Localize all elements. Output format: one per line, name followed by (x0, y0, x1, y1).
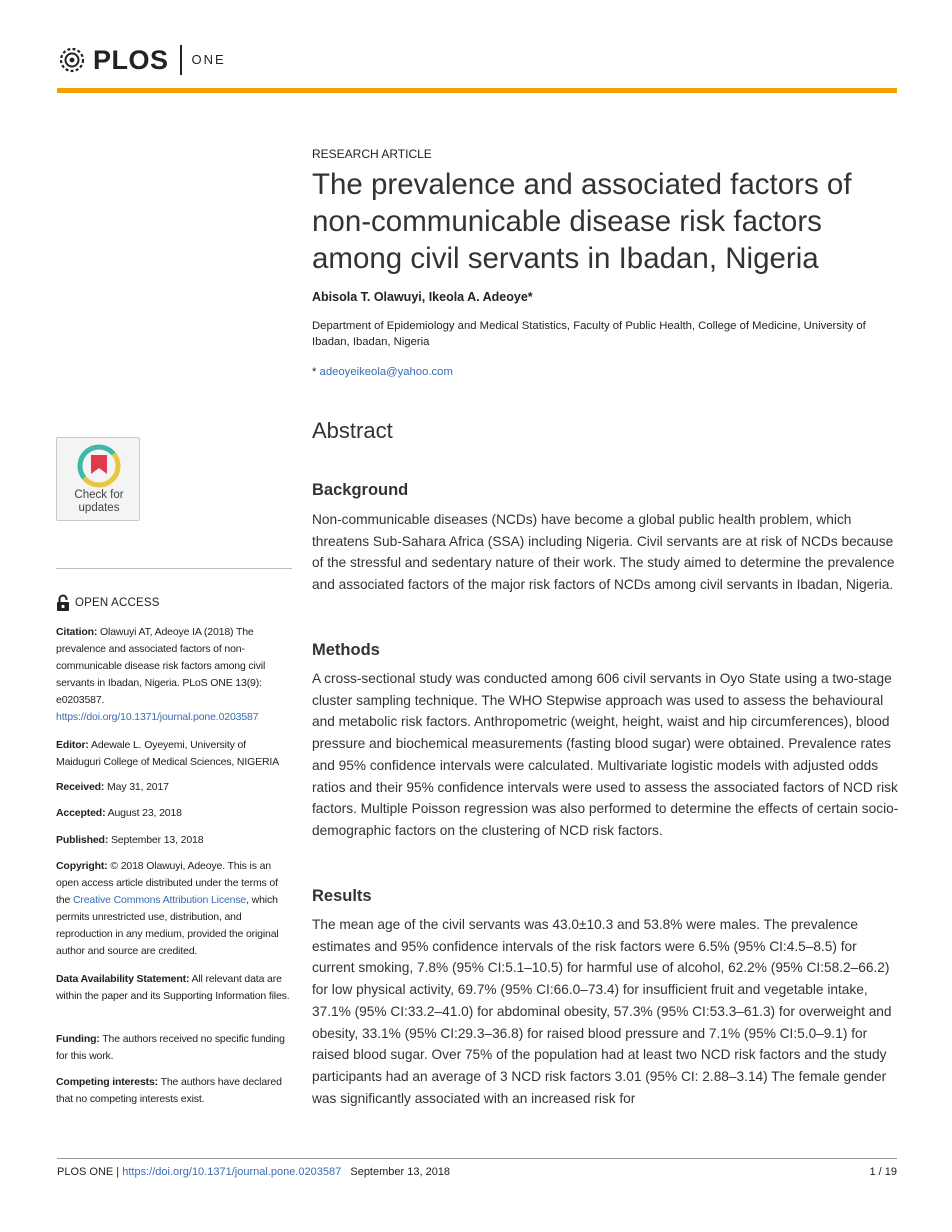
citation-text: Olawuyi AT, Adeoye IA (2018) The prevalence and associated factors of non-communicable disease risk factors among civil servants in Ibadan, Nigeria. PLoS ONE 13(9): e0203587. (56, 626, 266, 706)
check-updates-icon (77, 444, 121, 488)
logo-divider (180, 45, 182, 75)
check-updates-line1: Check for (74, 489, 124, 501)
accepted-date: August 23, 2018 (107, 807, 182, 819)
funding-text: The authors received no specific funding for this work. (56, 1033, 285, 1062)
received-date: May 31, 2017 (107, 781, 169, 793)
article-title: The prevalence and associated factors of non-communicable disease risk factors among civil servants in Ibadan, Nigeria (312, 168, 852, 275)
open-access-label: OPEN ACCESS (75, 597, 160, 609)
author-list: Abisola T. Olawuyi, Ikeola A. Adeoye* (312, 290, 533, 304)
received-block (56, 779, 292, 796)
copyright-text-1: © 2018 Olawuyi, Adeoye. This is an open access article distributed under the terms of the (56, 860, 278, 906)
footer-doi-link[interactable]: https://doi.org/10.1371/journal.pone.0203587 (122, 1166, 342, 1178)
footer-separator: | (113, 1166, 123, 1178)
editor-label: Editor: (56, 739, 89, 751)
plos-one-logo[interactable] (57, 44, 226, 76)
author-affiliation: Department of Epidemiology and Medical Statistics, Faculty of Public Health, College of Medicine, University of Ibadan, Ibadan, Nigeria (312, 320, 866, 348)
competing-interests-label: Competing interests: (56, 1076, 159, 1088)
sidebar-divider (56, 568, 292, 569)
results-heading: Results (312, 887, 372, 905)
methods-heading: Methods (312, 641, 380, 659)
copyright-text-2: , which permits unrestricted use, distribution, and reproduction in any medium, provided the original author and source are credited. (56, 894, 279, 957)
corresponding-marker: * (312, 366, 320, 378)
citation-block (56, 624, 292, 726)
published-label: Published: (56, 834, 109, 846)
background-heading: Background (312, 481, 409, 499)
check-updates-label (57, 489, 141, 515)
page-number: 1 / 19 (869, 1166, 897, 1178)
footer-citation (57, 1166, 450, 1178)
check-updates-line2: updates (78, 502, 120, 514)
open-access-badge (56, 594, 160, 612)
received-label: Received: (56, 781, 105, 793)
article-type: RESEARCH ARTICLE (312, 147, 432, 161)
competing-interests-text: The authors have declared that no competing interests exist. (56, 1076, 282, 1105)
published-block (56, 832, 292, 849)
footer-journal: PLOS ONE (57, 1166, 114, 1178)
corresponding-author (312, 366, 453, 378)
editor-block (56, 737, 292, 771)
license-link[interactable]: Creative Commons Attribution License (72, 894, 247, 906)
copyright-block (56, 858, 292, 960)
citation-label: Citation: (56, 626, 98, 638)
logo-brand-text: PLOS (93, 45, 169, 75)
copyright-label: Copyright: (56, 860, 108, 872)
data-availability-block (56, 971, 292, 1005)
accepted-label: Accepted: (56, 807, 106, 819)
competing-interests-block (56, 1074, 292, 1108)
check-for-updates-button[interactable] (56, 437, 140, 521)
logo-journal-text: ONE (191, 52, 226, 67)
background-paragraph: Non-communicable diseases (NCDs) have become a global public health problem, which threatens Sub-Sahara Africa (SSA) including Nigeria. Civil servants are at risk of NCDs because of the stressful and sedentary nature of their work. The study aimed to determine the prevalence and associated factors of the major risk factors of NCDs among civil servants in Ibadan, Nigeria. (312, 512, 895, 593)
funding-block (56, 1031, 292, 1065)
results-paragraph: The mean age of the civil servants was 43.0±10.3 and 53.8% were males. The prevalence estimates and 95% confidence intervals of the risk factors were 6.5% (95% CI:4.5–8.5) for current smoking, 7.8% (95% CI:5.1–10.5) for harmful use of alcohol, 62.2% (95% CI:58.2–66.2) for low physical activity, 69.7% (95% CI:66.0–73.4) for insufficient fruit and vegetable intake, 37.1% (95% CI:33.2–41.0) for abdominal obesity, 57.3% (95% CI:53.3–61.3) for overweight and obesity, 33.1% (95% CI:29.3–36.8) for raised blood pressure and 7.1% (95% CI:5.0–9.1) for raised blood sugar. Over 75% of the population had at least two NCD risk factors and the study participants had an average of 3 NCD risk factors 3.01 (95% CI: 2.88–3.14) The female gender was significantly associated with an increased risk for (312, 917, 892, 1106)
footer-date: September 13, 2018 (350, 1166, 451, 1178)
accepted-block (56, 805, 292, 822)
header-accent-rule (57, 88, 897, 93)
abstract-heading: Abstract (312, 418, 393, 443)
funding-label: Funding: (56, 1033, 100, 1045)
data-availability-label: Data Availability Statement: (56, 973, 190, 985)
published-date: September 13, 2018 (110, 834, 204, 846)
editor-text: Adewale L. Oyeyemi, University of Maiduguri College of Medical Sciences, NIGERIA (56, 739, 280, 768)
footer-divider (57, 1158, 897, 1159)
methods-paragraph: A cross-sectional study was conducted among 606 civil servants in Oyo State using a two-stage cluster sampling technique. The WHO Stepwise approach was used to assess the behavioural and metabolic risk factors. Anthropometric (weight, height, waist and hip circumferences), blood pressure and biochemical measurements (fasting blood sugar) were obtained. Prevalence rates and 95% confidence intervals were calculated. Multivariate logistic models with adjusted odds ratios and their 95% confidence intervals were used to assess the associated factors of NCD risk factors. Multiple Poisson regression was also performed to determine the effects of certain socio-demographic factors on the clustering of NCD risk factors. (312, 671, 899, 838)
plos-logo-icon (57, 45, 87, 75)
citation-doi-link[interactable]: https://doi.org/10.1371/journal.pone.0203587 (56, 711, 259, 723)
data-availability-text: All relevant data are within the paper and its Supporting Information files. (56, 973, 290, 1002)
corresponding-email-link[interactable]: adeoyeikeola@yahoo.com (319, 366, 453, 378)
open-lock-icon (56, 594, 70, 612)
